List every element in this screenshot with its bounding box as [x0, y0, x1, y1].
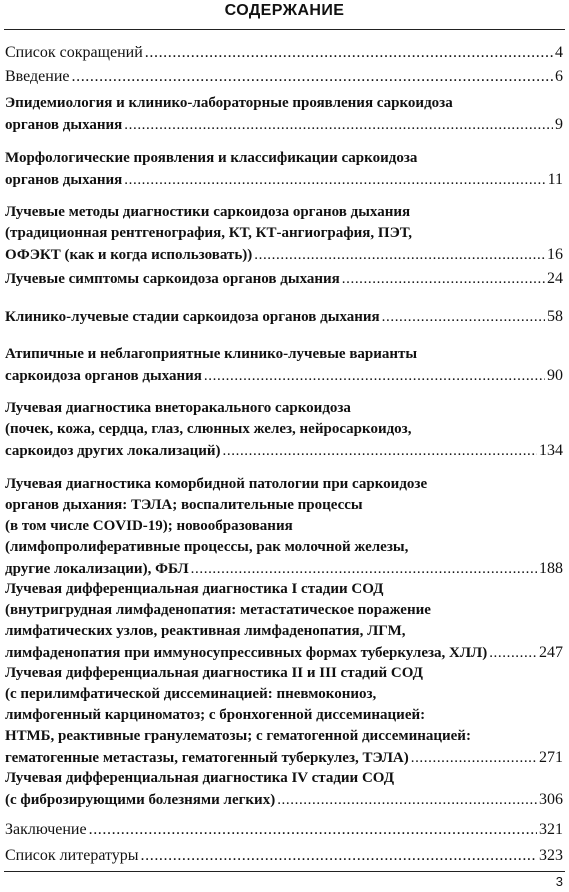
- toc-entry[interactable]: [5, 398, 563, 461]
- toc-page-number: 24: [547, 270, 563, 287]
- toc-page-number: 9: [555, 116, 563, 133]
- dot-leader: [382, 307, 545, 328]
- toc-entry-text: лимфатических узлов, реактивная лимфаденопатия, ЛГМ,: [5, 623, 406, 639]
- toc-entry-text: лимфогенный карциноматоз; с бронхогенной диссеминацией:: [5, 707, 426, 723]
- toc-page-number: 271: [539, 749, 563, 766]
- toc-page-number: 11: [547, 171, 563, 188]
- toc-entry-text: (внутригрудная лимфаденопатия: метастатическое поражение: [5, 602, 431, 618]
- toc-page-number: 90: [547, 367, 563, 384]
- dot-leader: [277, 790, 537, 811]
- page-number: 3: [555, 874, 563, 889]
- toc-entry-text: Лучевая диагностика внеторакального саркоидоза: [5, 400, 351, 416]
- toc-entry-text: Атипичные и неблагоприятные клинико-лучевые варианты: [5, 346, 418, 362]
- toc-entry[interactable]: [5, 306, 563, 327]
- toc-entry-text: Лучевая дифференциальная диагностика II и III стадий СОД: [5, 665, 423, 681]
- dot-leader: [204, 366, 545, 387]
- page-title: СОДЕРЖАНИЕ: [224, 2, 345, 19]
- toc-entry-text: Лучевая дифференциальная диагностика IV стадии СОД: [5, 770, 395, 786]
- toc-entry-text: органов дыхания: [5, 172, 123, 188]
- toc-entry[interactable]: [5, 474, 563, 579]
- toc-page-number: 58: [547, 308, 563, 325]
- toc-entry-text: (лимфопролиферативные процессы, рак молочной железы,: [5, 539, 409, 555]
- bottom-divider: [4, 871, 565, 872]
- toc-entry[interactable]: [5, 579, 563, 663]
- toc-entry[interactable]: [5, 202, 563, 265]
- dot-leader: [89, 819, 537, 841]
- toc-entry-text: (почек, кожа, сердца, глаз, слюнных желез, нейросаркоидоз,: [5, 421, 412, 437]
- toc-entry-text: Лучевая диагностика коморбидной патологии при саркоидозе: [5, 476, 428, 492]
- toc-page-number: 4: [555, 44, 563, 61]
- toc-entry-text: ОФЭКТ (как и когда использовать)): [5, 247, 253, 263]
- toc-entry-text: (в том числе COVID-19); новообразования: [5, 518, 293, 534]
- dot-leader: [72, 66, 554, 88]
- dot-leader: [411, 748, 537, 769]
- dot-leader: [124, 115, 553, 136]
- toc-entry-text: другие локализации), ФБЛ: [5, 561, 189, 577]
- toc-entry[interactable]: [5, 845, 563, 867]
- dot-leader: [141, 845, 537, 867]
- dot-leader: [223, 441, 537, 462]
- toc-entry[interactable]: [5, 42, 563, 64]
- toc-page-number: 134: [539, 442, 563, 459]
- toc-entry-text: Список сокращений: [5, 44, 143, 61]
- toc-entry-text: Морфологические проявления и классификации саркоидоза: [5, 150, 418, 166]
- toc-entry-text: НТМБ, реактивные гранулематозы; с гематогенной диссеминацией:: [5, 728, 471, 744]
- toc-entry-text: (с фиброзирующими болезнями легких): [5, 792, 276, 808]
- toc-page-number: 6: [555, 68, 563, 85]
- toc-entry[interactable]: [5, 663, 563, 768]
- toc-entry-text: Лучевые симптомы саркоидоза органов дыхания: [5, 271, 340, 287]
- toc-page-number: 247: [539, 644, 563, 661]
- toc-page-number: 306: [539, 791, 563, 808]
- toc-entry-text: (традиционная рентгенография, КТ, КТ-ангиография, ПЭТ,: [5, 225, 413, 241]
- toc-entry-text: органов дыхания: [5, 117, 123, 133]
- dot-leader: [254, 245, 545, 266]
- toc-entry-text: саркоидоза органов дыхания: [5, 368, 202, 384]
- toc-page-number: 321: [539, 821, 563, 838]
- toc-entry-text: Список литературы: [5, 847, 139, 864]
- toc-entry-text: саркоидоз других локализаций): [5, 443, 221, 459]
- toc-entry[interactable]: [5, 268, 563, 289]
- toc-entry[interactable]: [5, 93, 563, 135]
- toc-entry[interactable]: [5, 66, 563, 88]
- top-divider: [4, 29, 565, 30]
- toc-entry-text: Заключение: [5, 821, 87, 838]
- dot-leader: [191, 559, 537, 580]
- toc-entry-text: органов дыхания: ТЭЛА; воспалительные процессы: [5, 497, 363, 513]
- dot-leader: [489, 643, 537, 664]
- dot-leader: [124, 170, 545, 191]
- dot-leader: [145, 42, 553, 64]
- toc-page-number: 188: [539, 560, 563, 577]
- toc-entry-text: (с перилимфатической диссеминацией: пневмокониоз,: [5, 686, 377, 702]
- toc-page-number: 323: [539, 847, 563, 864]
- toc-entry[interactable]: [5, 768, 563, 810]
- toc-entry-text: гематогенные метастазы, гематогенный туберкулез, ТЭЛА): [5, 750, 409, 766]
- toc-page-number: 16: [547, 246, 563, 263]
- toc-entry-text: лимфаденопатия при иммуносупрессивных формах туберкулеза, ХЛЛ): [5, 645, 488, 661]
- toc-entry-text: Эпидемиология и клинико-лабораторные проявления саркоидоза: [5, 95, 453, 111]
- toc-entry[interactable]: [5, 344, 563, 386]
- toc-entry-text: Введение: [5, 68, 70, 85]
- toc-entry[interactable]: [5, 819, 563, 841]
- toc-entry-text: Лучевая дифференциальная диагностика I стадии СОД: [5, 581, 384, 597]
- toc-entry-text: Лучевые методы диагностики саркоидоза органов дыхания: [5, 204, 411, 220]
- toc-entry[interactable]: [5, 148, 563, 190]
- dot-leader: [342, 269, 545, 290]
- toc-entry-text: Клинико-лучевые стадии саркоидоза органов дыхания: [5, 309, 380, 325]
